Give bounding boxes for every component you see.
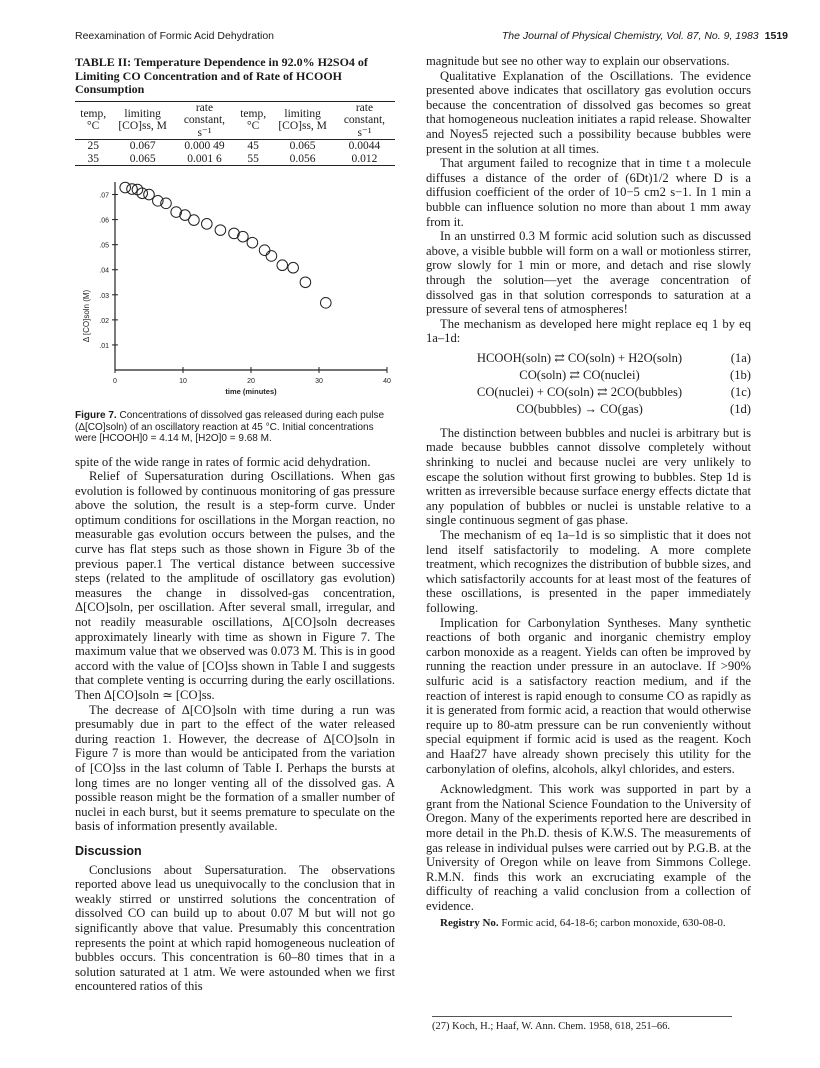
registry-text: Formic acid, 64-18-6; carbon monoxide, 630-08-0. (501, 917, 726, 930)
table-cell: 55 (247, 152, 259, 165)
data-point (259, 245, 270, 256)
page-number: 1519 (764, 30, 788, 42)
y-tick-label: .04 (99, 267, 109, 275)
data-point (288, 262, 299, 273)
table-cell: 0.0044 (348, 140, 381, 152)
table-header: temp, °C (80, 107, 107, 133)
y-tick-label: .07 (99, 192, 109, 200)
y-tick-label: .01 (99, 342, 109, 350)
x-tick-label: 20 (247, 378, 255, 385)
y-tick-label: .02 (99, 317, 109, 325)
figure-caption-text: Concentrations of dissolved gas released during each pulse (Δ[CO]soln) of an oscillatory reaction at 45 °C. Initial concentrations were [HCOOH]0 = 4.14 M, [H2O]0 = 9.68 M. (75, 410, 385, 444)
data-point (238, 231, 249, 242)
table-header: temp, °C (240, 107, 267, 133)
table-caption: TABLE II: Temperature Dependence in 92.0% H2SO4 of Limiting CO Concentration and of Rate of HCOOH Consumption (75, 55, 368, 96)
table-header: rate constant, s⁻¹ (343, 101, 386, 139)
registry-label: Registry No. (440, 917, 499, 930)
equation-number: (1d) (730, 401, 751, 416)
paragraph: Conclusions about Supersaturation. The observations reported above lead us unequivocally to the conclusion that in weakly stirred or unstirred solutions the concentration of dissolved CO can build up to about 0.07 M but will not go significantly above that value. Presumably this concentration represents the point at which rapid homogeneous nucleation of bubbles occurs. This concentration is 60–80 times that in a solution saturated at 1 atm. We were astounded when we first encountered ratios of this (75, 862, 395, 994)
data-point (202, 219, 213, 230)
table-cell: 35 (87, 152, 99, 165)
equation-number: (1b) (730, 367, 751, 382)
data-point (321, 298, 332, 309)
x-tick-label: 10 (179, 378, 187, 385)
equation-expr: HCOOH(soln) ⇄ CO(soln) + H2O(soln) (476, 350, 683, 365)
paragraph: The mechanism of eq 1a–1d is so simplistic that it does not lend itself satisfactorily to modeling. A more complete treatment, which recognizes the distribution of bubble sizes, and which satisfactorily accounts for at least most of the features of these oscillations, is presented in the paper immediately following. (426, 528, 751, 615)
paragraph: That argument failed to recognize that in time t a molecule diffuses a distance of the order of (6Dt)1/2 where D is a diffusion coefficient of the order of 10−5 cm2 s−1. In 1 min a bubble can influence solution no more than about 1 mm away from it. (426, 156, 751, 229)
x-tick-label: 0 (113, 378, 117, 385)
table-cell: 0.000 49 (184, 140, 225, 152)
equation (426, 384, 751, 401)
equation-number: (1a) (730, 350, 751, 365)
equation (426, 350, 751, 367)
table-cell: 0.056 (289, 152, 316, 165)
table-cell: 45 (247, 140, 259, 152)
data-point (137, 188, 148, 199)
table-cell: 0.065 (129, 152, 156, 165)
y-axis-label: Δ [CO]soln (M) (82, 289, 91, 343)
y-tick-label: .05 (99, 242, 109, 250)
data-point (266, 251, 277, 262)
equation-number: (1c) (730, 384, 751, 399)
x-axis-label: time (minutes) (225, 387, 277, 396)
acknowledgment: Acknowledgment. This work was supported in part by a grant from the National Science Foundation to the University of Oregon. Many of the experiments reported here are described in more detail in the Ph.D. thesis of K.W.S. The measurements of gas release in individual pulses were carried out by P.G.B. at the University of Oregon while on leave from Simmons College. R.M.N. finds this work an excruciating example of the difficulty of reaching a valid conclusion from a collection of evidence. (426, 782, 751, 913)
equation (426, 401, 751, 418)
journal-citation: The Journal of Physical Chemistry, Vol. 87, No. 9, 1983 (501, 30, 759, 42)
paragraph: The mechanism as developed here might replace eq 1 by eq 1a–1d: (426, 316, 751, 346)
data-point (215, 225, 226, 236)
data-point (247, 237, 258, 248)
paragraph: In an unstirred 0.3 M formic acid solution such as discussed above, a visible bubble will form on a wall or motionless stirrer, grow slowly for 1 min or more, and detach and rise slowly through the solution—yet the average concentration of dissolved gas in that solution corresponds to saturation at a pressure of several tens of atmospheres! (426, 229, 751, 317)
equation-expr: CO(nuclei) + CO(soln) ⇄ 2CO(bubbles) (476, 384, 683, 399)
data-point (120, 182, 131, 193)
x-tick-label: 40 (383, 378, 391, 385)
equation (426, 367, 751, 384)
left-column (75, 54, 395, 994)
scatter-plot (75, 174, 395, 406)
figure-label: Figure 7. (75, 410, 117, 421)
right-column (426, 54, 751, 930)
paragraph: The decrease of Δ[CO]soln with time during a run was presumably due in part to the effect of the water released during reaction 1. However, the decrease of Δ[CO]soln in Figure 7 is more than would be anticipated from the variation of [CO]ss in the last column of Table I. Perhaps the bursts at long times are no longer venting all of the dissolved gas. A possible reason might be the formation of a smaller number of nuclei in each burst, but it seems premature to speculate on the basis of information presently available. (75, 702, 395, 834)
table-header: limiting [CO]ss, M (118, 107, 167, 133)
equation-expr: CO(bubbles) → CO(gas) (516, 401, 643, 416)
footnote-reference: (27) Koch, H.; Haaf, W. Ann. Chem. 1958, 618, 251–66. (432, 1016, 732, 1032)
y-tick-label: .06 (99, 217, 109, 225)
table-row (75, 140, 395, 153)
table-cell: 25 (87, 140, 99, 152)
paragraph: Qualitative Explanation of the Oscillations. The evidence presented above indicates that oscillatory gas evolution occurs because the concentration of dissolved gas becomes so great that homogeneous nucleation initiates a rapid release. Showalter and Noyes5 rejected such a possibility because bubbles were present in the solution at all times. (426, 68, 751, 156)
paragraph: Implication for Carbonylation Syntheses. Many synthetic reactions of both organic and inorganic chemistry employ carbon monoxide as a reagent. Yields can often be improved by running the reaction under pressure in an autoclave. If >90% sulfuric acid is a satisfactory reaction medium, and if the reaction of interest is rapid enough to consume CO as rapidly as it is generated from formic acid, a reaction that would otherwise require up to 80-atm pressure can be run conveniently without special equipment if formic acid is used as the reagent. Koch and Haaf27 have already shown precisely this utility for the carbonylation of olefins, alcohols, alkyl chlorides, and esters. (426, 615, 751, 776)
table-cell: 0.012 (351, 152, 378, 165)
paragraph: spite of the wide range in rates of formic acid dehydration. (75, 454, 371, 469)
table-cell: 0.067 (129, 140, 156, 152)
equation-block (426, 350, 751, 418)
equation-expr: CO(soln) ⇄ CO(nuclei) (519, 367, 640, 382)
figure-7-chart (75, 174, 395, 406)
table-ii (75, 101, 395, 167)
data-point (189, 215, 200, 226)
table-row (75, 153, 395, 166)
x-tick-label: 30 (315, 378, 323, 385)
data-point (277, 260, 288, 271)
running-header-journal (502, 30, 788, 42)
section-heading: Discussion (75, 843, 142, 858)
table-cell: 0.001 6 (187, 152, 222, 165)
y-tick-label: .03 (99, 292, 109, 300)
data-point (300, 277, 311, 288)
figure-caption (75, 410, 395, 445)
paragraph: Relief of Supersaturation during Oscillations. When gas evolution is followed by continuous monitoring of gas pressure above the solution, the result is a step-form curve. Under optimum conditions for oscillations in the Morgan reaction, no measurable gas evolution occurs between the pulses, and the curve has flat steps such as those shown in Figure 3b of the previous paper.1 The vertical distance between successive steps (related to the amplitude of oscillatory gas evolution) measures the change in dissolved-gas concentration, Δ[CO]soln, per oscillation. After several small, irregular, and not readily measurable oscillations, Δ[CO]soln decreases approximately linearly with time as shown in Figure 7. The maximum value that we observed was 0.073 M. This is in good accord with the value of [CO]ss shown in Table I and suggests that complete venting is occurring during the early oscillations. Then Δ[CO]soln ≃ [CO]ss. (75, 469, 395, 702)
table-header: limiting [CO]ss, M (278, 107, 327, 133)
running-header-title: Reexamination of Formic Acid Dehydration (75, 30, 275, 42)
paragraph: The distinction between bubbles and nuclei is arbitrary but is made because bubbles cannot dissolve completely without shrinking to nuclei and because nuclei are very unlikely to escape the solution without first growing to bubbles. Step 1d is written as irreversible because surface energy effects dictate that any population of bubbles or nuclei is unstable relative to a single continuous segment of gas phase. (426, 425, 751, 528)
paragraph: magnitude but see no other way to explain our observations. (426, 54, 730, 68)
table-cell: 0.065 (289, 140, 316, 152)
table-header: rate constant, s⁻¹ (183, 101, 226, 139)
registry-numbers (426, 917, 751, 930)
